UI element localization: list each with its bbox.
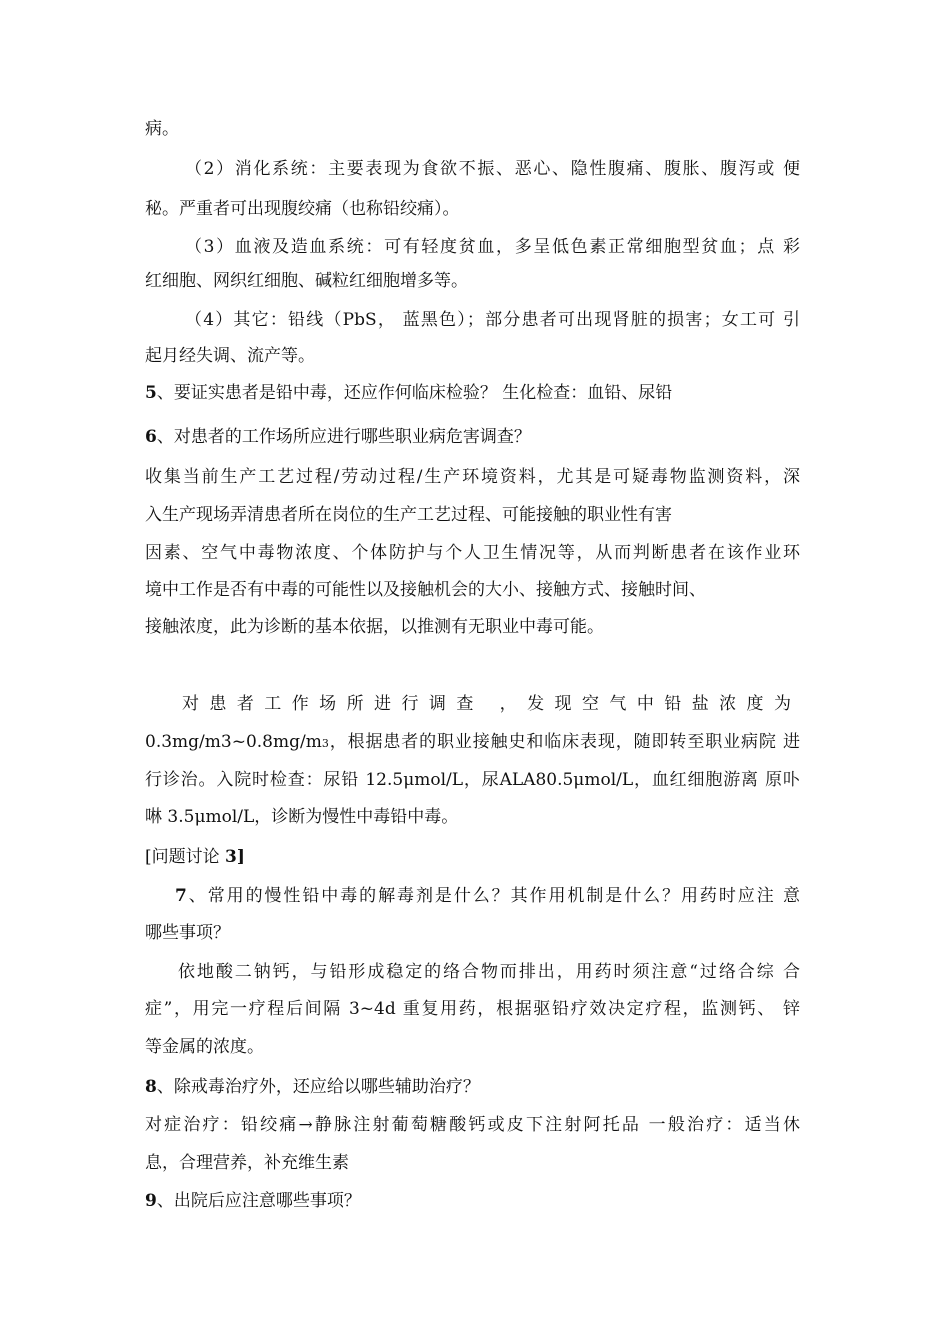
text-span: （4）其它：铅线（PbS， 蓝黑色）；部分患者可出现肾脏的损害；女工可 引: [185, 310, 800, 330]
question-text: 、要证实患者是铅中毒，还应作何临床检验？ 生化检查：血铅、尿铅: [156, 383, 673, 403]
question-text: 、除戒毒治疗外，还应给以哪些辅助治疗？: [156, 1077, 480, 1097]
text-span: ，根据患者的职业接触史和临床表现，随即转至职业病院 进: [328, 732, 800, 752]
text-line: [145, 345, 315, 367]
text-span: 对症治疗：铅绞痛→静脉注射葡萄糖酸钙或皮下注射阿托品 一般治疗：适当休: [145, 1115, 800, 1135]
text-line: [185, 236, 800, 258]
question-text: 、出院后应注意哪些事项？: [156, 1191, 361, 1211]
text-line: [145, 769, 800, 791]
text-line: [178, 961, 800, 983]
text-line: [145, 270, 468, 292]
text-span: 息，合理营养，补充维生素: [145, 1153, 349, 1173]
text-line: [145, 922, 230, 944]
text-span: 接触浓度，此为诊断的基本依据，以推测有无职业中毒可能。: [145, 617, 604, 637]
superscript: 3: [321, 737, 329, 750]
text-line: [145, 806, 458, 828]
text-line: [145, 504, 672, 526]
text-span: 红细胞、网织红细胞、碱粒红细胞增多等。: [145, 271, 468, 291]
question-6: [145, 426, 531, 448]
question-number: 5: [145, 383, 157, 403]
text-span: （2）消化系统：主要表现为食欲不振、恶心、隐性腹痛、腹胀、腹泻或 便: [185, 159, 800, 179]
text-span: 等金属的浓度。: [145, 1037, 264, 1057]
question-number: 6: [145, 427, 157, 447]
text-line: [145, 542, 800, 564]
text-line: [145, 118, 179, 140]
text-span: 入生产现场弄清患者所在岗位的生产工艺过程、可能接触的职业性有害: [145, 505, 672, 525]
text-line: [145, 1036, 264, 1058]
text-span: 症”，用完一疗程后间隔 3~4d 重复用药，根据驱铅疗效决定疗程，监测钙、 锌: [145, 999, 800, 1019]
text-span: 因素、空气中毒物浓度、个体防护与个人卫生情况等，从而判断患者在该作业环: [145, 543, 800, 563]
text-span: 3]: [225, 847, 245, 867]
question-5: [145, 382, 672, 404]
text-line: [185, 158, 800, 180]
discussion-heading: [145, 846, 245, 868]
question-number: 9: [145, 1191, 157, 1211]
text-line: [145, 198, 460, 220]
text-span: （3）血液及造血系统：可有轻度贫血，多呈低色素正常细胞型贫血；点 彩: [185, 237, 800, 257]
text-line: [145, 731, 800, 755]
text-line: [145, 466, 800, 488]
text-span: 行诊治。入院时检查：尿铅 12.5μmol/L，尿ALA80.5μmol/L，血红细胞游离 原卟: [145, 770, 800, 790]
text-line: [145, 998, 800, 1020]
text-span: 0.3mg/m3~0.8mg/m: [145, 732, 322, 752]
question-number: 7: [175, 886, 187, 906]
text-span: 起月经失调、流产等。: [145, 346, 315, 366]
text-span: 依地酸二钠钙，与铅形成稳定的络合物而排出，用药时须注意“过络合综 合: [178, 962, 800, 982]
question-text: 、对患者的工作场所应进行哪些职业病危害调查？: [156, 427, 531, 447]
text-line: [145, 1152, 349, 1174]
text-line: [185, 309, 800, 331]
text-span: 秘。严重者可出现腹绞痛（也称铅绞痛）。: [145, 199, 460, 219]
text-span: 哪些事项？: [145, 923, 230, 943]
text-span: [问题讨论: [145, 847, 226, 867]
text-span: 啉 3.5μmol/L，诊断为慢性中毒铅中毒。: [145, 807, 459, 827]
text-line: [145, 616, 604, 638]
question-number: 8: [145, 1077, 157, 1097]
question-7: [175, 885, 800, 907]
text-line: [145, 579, 706, 601]
question-9: [145, 1190, 361, 1212]
text-line: [182, 693, 800, 715]
text-span: 境中工作是否有中毒的可能性以及接触机会的大小、接触方式、接触时间、: [145, 580, 706, 600]
text-span: 病。: [145, 119, 179, 139]
text-line: [145, 1114, 800, 1136]
question-8: [145, 1076, 480, 1098]
text-span: 对患者工作场所进行调查 ，发现空气中铅盐浓度为: [182, 694, 800, 714]
question-text: 、常用的慢性铅中毒的解毒剂是什么？其作用机制是什么？用药时应注 意: [186, 886, 800, 906]
text-span: 收集当前生产工艺过程/劳动过程/生产环境资料，尤其是可疑毒物监测资料，深: [145, 467, 800, 487]
